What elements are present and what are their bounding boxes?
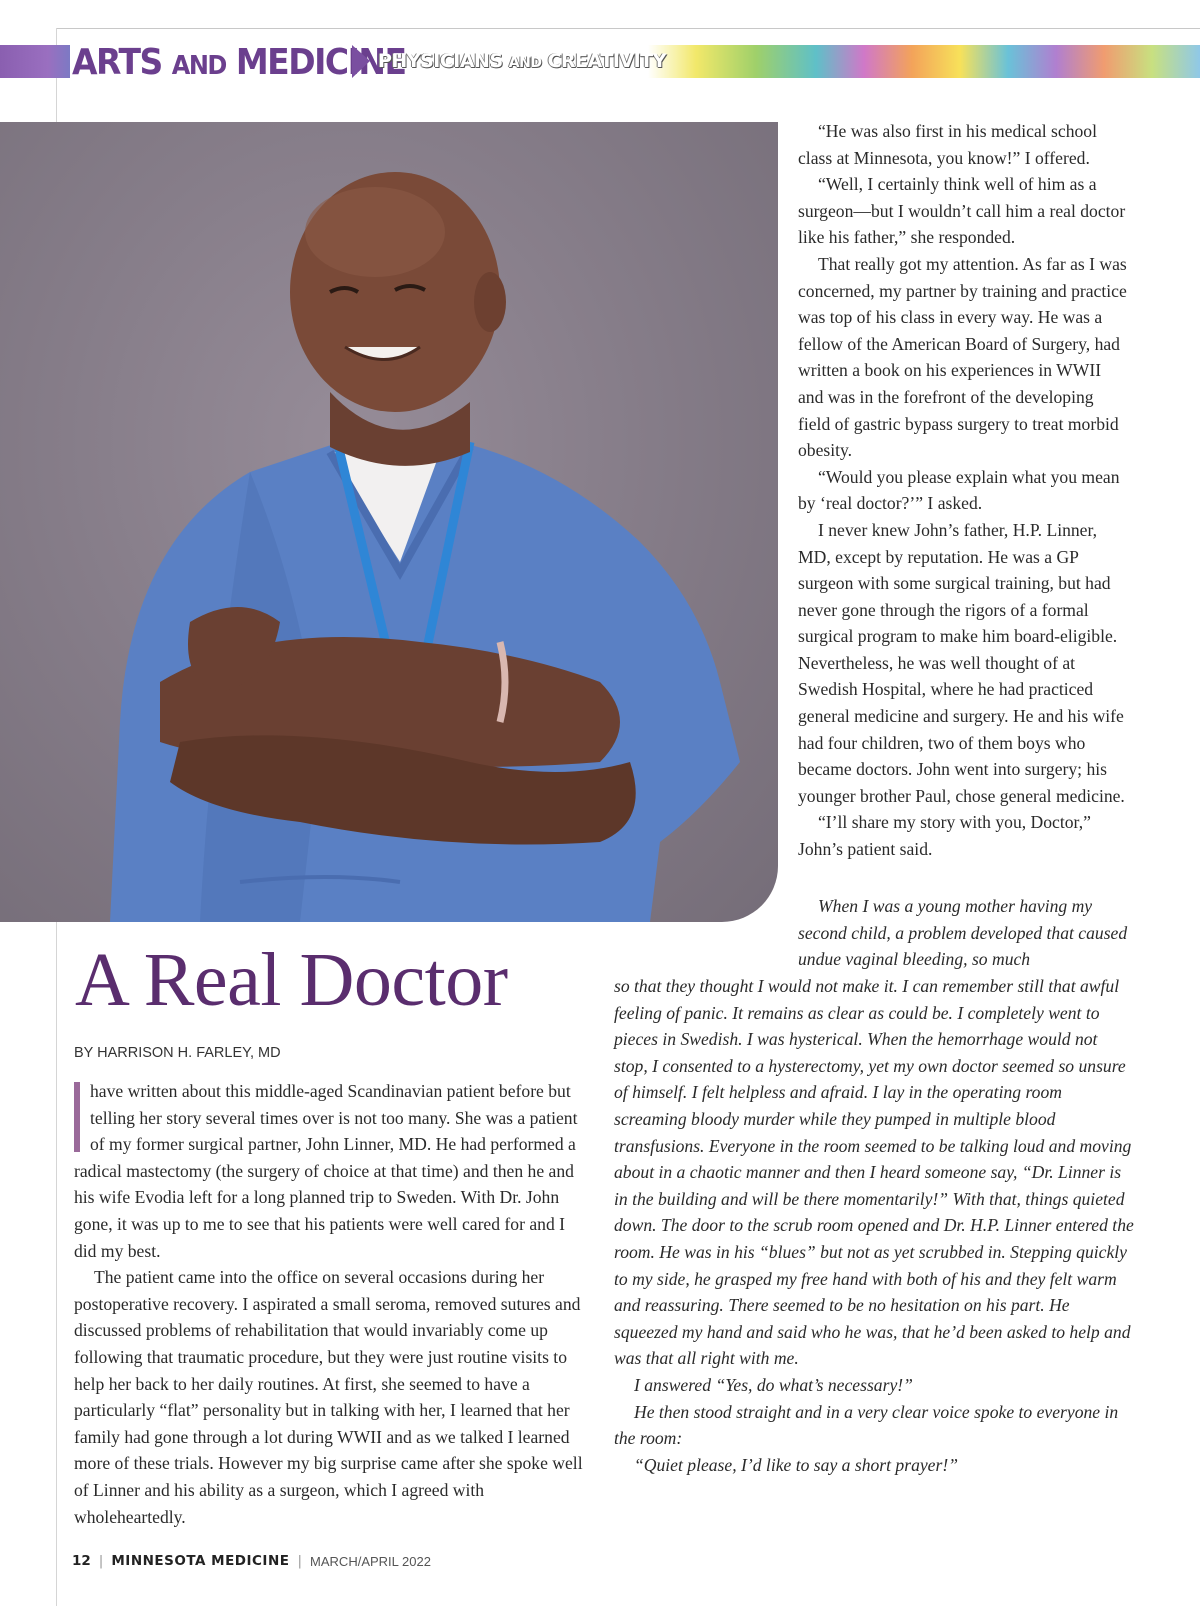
- footer-divider: |: [297, 1553, 303, 1569]
- body-paragraph: “Would you please explain what you mean by ‘real doctor?’” I asked.: [798, 466, 1120, 514]
- section-title: ARTS AND MEDICINE: [70, 38, 414, 86]
- top-rule: [56, 28, 1200, 29]
- body-paragraph: I never knew John’s father, H.P. Linner, MD, except by reputation. He was a GP surgeon with some surgical training, but had never gone through the rigors of a formal surgical program to make him board-eligible. Nevertheless, he was well thought of at Swedish Hospital, where he had practiced general medicine and surgery. He and his wife had four children, two of them boys who became doctors. John went into surgery; his younger brother Paul, chose general medicine.: [798, 519, 1125, 806]
- italic-paragraph: so that they thought I would not make it. I can remember still that awful feeling of panic. It remains as clear as could be. I completely went to pieces in Swedish. I was hysterical. When the hemorrhage would not stop, I consented to a hysterectomy, yet my own doctor seemed so unsure of himself. I felt helpless and afraid. I lay in the operating room screaming bloody murder while they pumped in multiple blood transfusions. Everyone in the room seemed to be talking loud and moving about in a chaotic manner and then I heard someone say, “Dr. Linner is in the building and will be there momentarily!” With that, things quieted down. The door to the scrub room opened and Dr. H.P. Linner entered the room. He was in his “blues” but not as yet scrubbed in. Stepping quickly to my side, he grasped my free hand with both of his and they felt warm and reassuring. There seemed to be no hesitation on his part. He squeezed my hand and said who he was, that he’d been asked to help and was that all right with me.: [614, 976, 1134, 1369]
- issue-date: MARCH/APRIL 2022: [310, 1553, 431, 1569]
- left-column: [74, 1078, 584, 1530]
- magazine-name: MINNESOTA MEDICINE: [111, 1553, 290, 1569]
- article-title: A Real Doctor: [75, 938, 508, 1022]
- footer-divider: |: [98, 1553, 104, 1569]
- body-paragraph: The patient came into the office on several occasions during her postoperative recovery. I aspirated a small seroma, removed sutures and discussed problems of rehabilitation that would invariably come up following that traumatic procedure, but they were just routine visits to help her back to her daily routines. At first, she seemed to have a particularly “flat” personality but in talking with her, I learned that her family had gone through a lot during WWII and as we talked I learned more of these trials. However my big surprise came after she spoke well of Linner and his ability as a surgeon, which I agreed with wholeheartedly.: [74, 1267, 583, 1527]
- banner-arrow-icon: [352, 45, 370, 78]
- physician-photo: [0, 122, 778, 922]
- italic-paragraph: He then stood straight and in a very clear voice spoke to everyone in the room:: [614, 1401, 1119, 1449]
- body-paragraph: have written about this middle-aged Scandinavian patient before but telling her story several times over is not too many. She was a patient of my former surgical partner, John Linner, MD. He had performed a radical mastectomy (the surgery of choice at that time) and then he and his wife Evodia left for a long planned trip to Sweden. With Dr. John gone, it was up to me to see that his patients were well cared for and I did my best.: [74, 1081, 578, 1261]
- body-paragraph: “I’ll share my story with you, Doctor,” John’s patient said.: [798, 812, 1091, 860]
- page-number: 12: [72, 1553, 91, 1569]
- section-subtitle: PHYSICIANS AND CREATIVITY: [378, 50, 666, 72]
- body-paragraph: “He was also first in his medical school class at Minnesota, you know!” I offered.: [798, 121, 1097, 168]
- body-paragraph: “Well, I certainly think well of him as a surgeon—but I wouldn’t call him a real doctor like his father,” she responded.: [798, 174, 1126, 248]
- right-column: [798, 118, 1128, 863]
- byline: BY HARRISON H. FARLEY, MD: [74, 1045, 281, 1061]
- italic-quote-lead: When I was a young mother having my second child, a problem developed that caused undue vaginal bleeding, so much: [798, 896, 1128, 970]
- page-footer: [72, 1553, 431, 1569]
- italic-paragraph: “Quiet please, I’d like to say a short prayer!”: [634, 1454, 958, 1475]
- body-paragraph: That really got my attention. As far as I was concerned, my partner by training and practice was top of his class in every way. He was a fellow of the American Board of Surgery, had written a book on his experiences in WWII and was in the forefront of the developing field of gastric bypass surgery to treat morbid obesity.: [798, 253, 1127, 461]
- italic-story: [614, 973, 1134, 1478]
- italic-paragraph: I answered “Yes, do what’s necessary!”: [634, 1374, 913, 1395]
- drop-cap-i-icon: [74, 1082, 80, 1152]
